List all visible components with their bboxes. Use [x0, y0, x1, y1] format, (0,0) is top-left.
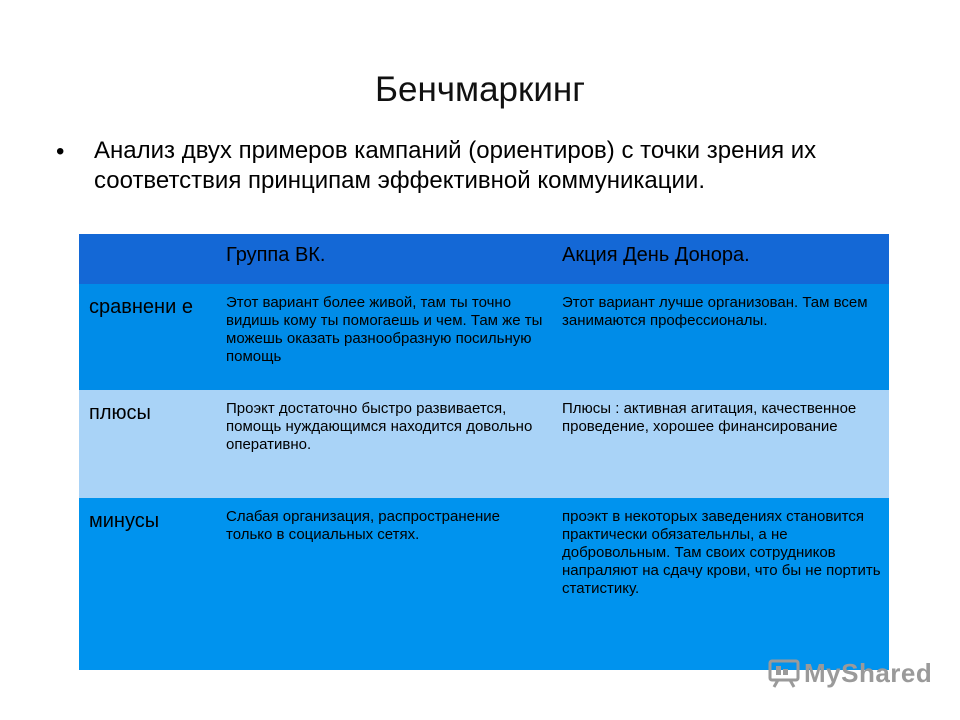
benchmark-table — [79, 234, 889, 670]
table-cell: Этот вариант более живой, там ты точно видишь кому ты помогаешь и чем. Там же ты можешь оказать разнообразную посильную помощь — [218, 284, 554, 390]
row-label-comparison: сравнени е — [79, 284, 218, 390]
presentation-board-icon — [768, 658, 800, 688]
row-label-pros: плюсы — [79, 390, 218, 498]
table-row — [79, 390, 889, 498]
watermark-text: MyShared — [804, 657, 933, 688]
row-label-cons: минусы — [79, 498, 218, 670]
bullet-text: Анализ двух примеров кампаний (ориентиров) с точки зрения их соответствия принципам эффективной коммуникации. — [94, 137, 817, 194]
table-row — [79, 498, 889, 670]
header-cell-vk-group: Группа ВК. — [218, 234, 554, 284]
table-cell: Плюсы : активная агитация, качественное проведение, хорошее финансирование — [554, 390, 889, 498]
myshared-watermark — [768, 657, 932, 689]
header-cell-donor-day: Акция День Донора. — [554, 234, 889, 284]
header-cell-empty — [79, 234, 218, 284]
table-row — [79, 284, 889, 390]
table-cell: Проэкт достаточно быстро развивается, помощь нуждающимся находится довольно оперативно. — [218, 390, 554, 498]
slide-title: Бенчмаркинг — [375, 70, 585, 109]
table-cell: Слабая организация, распространение только в социальных сетях. — [218, 498, 554, 670]
table-cell: Этот вариант лучше организован. Там всем занимаются профессионалы. — [554, 284, 889, 390]
table-cell: проэкт в некоторых заведениях становится практически обязательнлы, а не добровольным. Там своих сотрудников напраляют на сдачу крови, что бы не портить статистику. — [554, 498, 889, 670]
bullet-dot-icon: • — [56, 138, 65, 165]
table-header-row — [79, 234, 889, 284]
